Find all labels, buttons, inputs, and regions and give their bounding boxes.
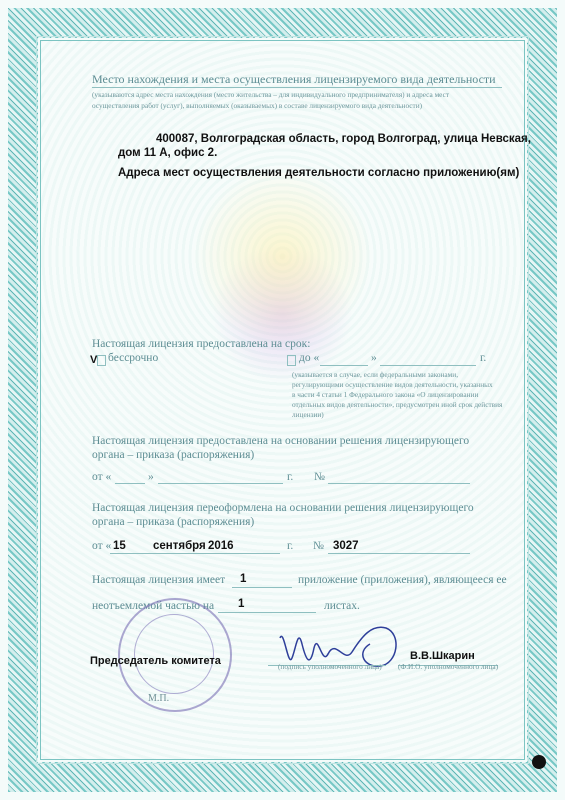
- unlimited-label: бессрочно: [108, 352, 159, 364]
- basis-number-line: [328, 483, 470, 484]
- appendix-count: 1: [240, 573, 247, 585]
- until-month-line: [380, 365, 476, 366]
- basis-month-line: [158, 483, 283, 484]
- appendix-line-1-suffix: приложение (приложения), являющееся ее: [298, 574, 507, 586]
- unlimited-checkmark: V: [90, 354, 98, 366]
- address-line-2: дом 11 А, офис 2.: [118, 147, 218, 159]
- term-label: Настоящая лицензия предоставлена на срок:: [92, 338, 311, 350]
- basis-quote-close: »: [148, 471, 154, 483]
- term-note-5: лицензии): [292, 410, 324, 419]
- basis-line-1: Настоящая лицензия предоставлена на основании решения лицензирующего: [92, 435, 470, 447]
- basis-day-line: [115, 483, 145, 484]
- name-caption: (Ф.И.О. уполномоченного лица): [398, 662, 499, 671]
- term-note-1: (указывается в случае, если федеральными законами,: [292, 370, 459, 379]
- header-note-1: (указываются адрес места нахождения (место жительства – для индивидуального предпринимателя) и адреса мест: [92, 90, 450, 99]
- basis-number-sign: №: [314, 471, 325, 483]
- reissue-year-suffix: г.: [287, 540, 294, 552]
- reissue-number-sign: №: [313, 540, 324, 552]
- term-note-4: отдельных видов деятельности», предусмотрен иной срок действия: [292, 400, 503, 409]
- until-quote-close: »: [371, 352, 377, 364]
- header-note-2: осуществления работ (услуг), выполняемых (оказываемых) в составе лицензируемого вида деятельности): [92, 101, 423, 110]
- reissue-line-2: органа – приказа (распоряжения): [92, 516, 255, 528]
- appendix-line-2-suffix: листах.: [324, 600, 360, 612]
- basis-line-2: органа – приказа (распоряжения): [92, 449, 255, 461]
- appendix-line-2-prefix: неотъемлемой частью на: [92, 600, 215, 612]
- term-note-3: в части 4 статьи 1 Федерального закона «О лицензировании: [292, 390, 479, 399]
- appendix-line-1-prefix: Настоящая лицензия имеет: [92, 574, 226, 586]
- reissue-number-line: [328, 553, 470, 554]
- until-day-line: [320, 365, 368, 366]
- signatory-name: В.В.Шкарин: [410, 650, 475, 662]
- header-title: Место нахождения и места осуществления лицензируемого вида деятельности: [92, 72, 496, 86]
- until-checkbox: [287, 355, 296, 366]
- term-note-2: регулирующими осуществление видов деятельности, указанных: [292, 380, 493, 389]
- official-seal-inner-ring: [134, 614, 214, 694]
- signature-caption: (подпись уполномоченного лица): [278, 662, 382, 671]
- address-line-1: 400087, Волгоградская область, город Волгоград, улица Невская,: [156, 133, 531, 145]
- reissue-year: 2016: [208, 540, 234, 552]
- header-underline: [92, 87, 502, 88]
- stamp-label: М.П.: [148, 693, 170, 704]
- reissue-date-line: [110, 553, 280, 554]
- unlimited-checkbox: [97, 355, 106, 366]
- until-year-suffix: г.: [480, 352, 487, 364]
- reissue-month: сентября: [153, 540, 206, 552]
- binding-hole: [532, 755, 546, 769]
- basis-year-suffix: г.: [287, 471, 294, 483]
- reissue-line-1: Настоящая лицензия переоформлена на основании решения лицензирующего: [92, 502, 474, 514]
- basis-date-prefix: от «: [92, 471, 112, 483]
- appendix-sheets: 1: [238, 598, 245, 610]
- signatory-position: Председатель комитета: [90, 655, 221, 667]
- appendix-count-line: [232, 587, 292, 588]
- address-line-3: Адреса мест осуществления деятельности согласно приложению(ям): [118, 167, 520, 179]
- reissue-date-prefix: от «: [92, 540, 112, 552]
- reissue-number: 3027: [333, 540, 359, 552]
- reissue-day: 15: [113, 540, 126, 552]
- until-prefix: до «: [299, 352, 320, 364]
